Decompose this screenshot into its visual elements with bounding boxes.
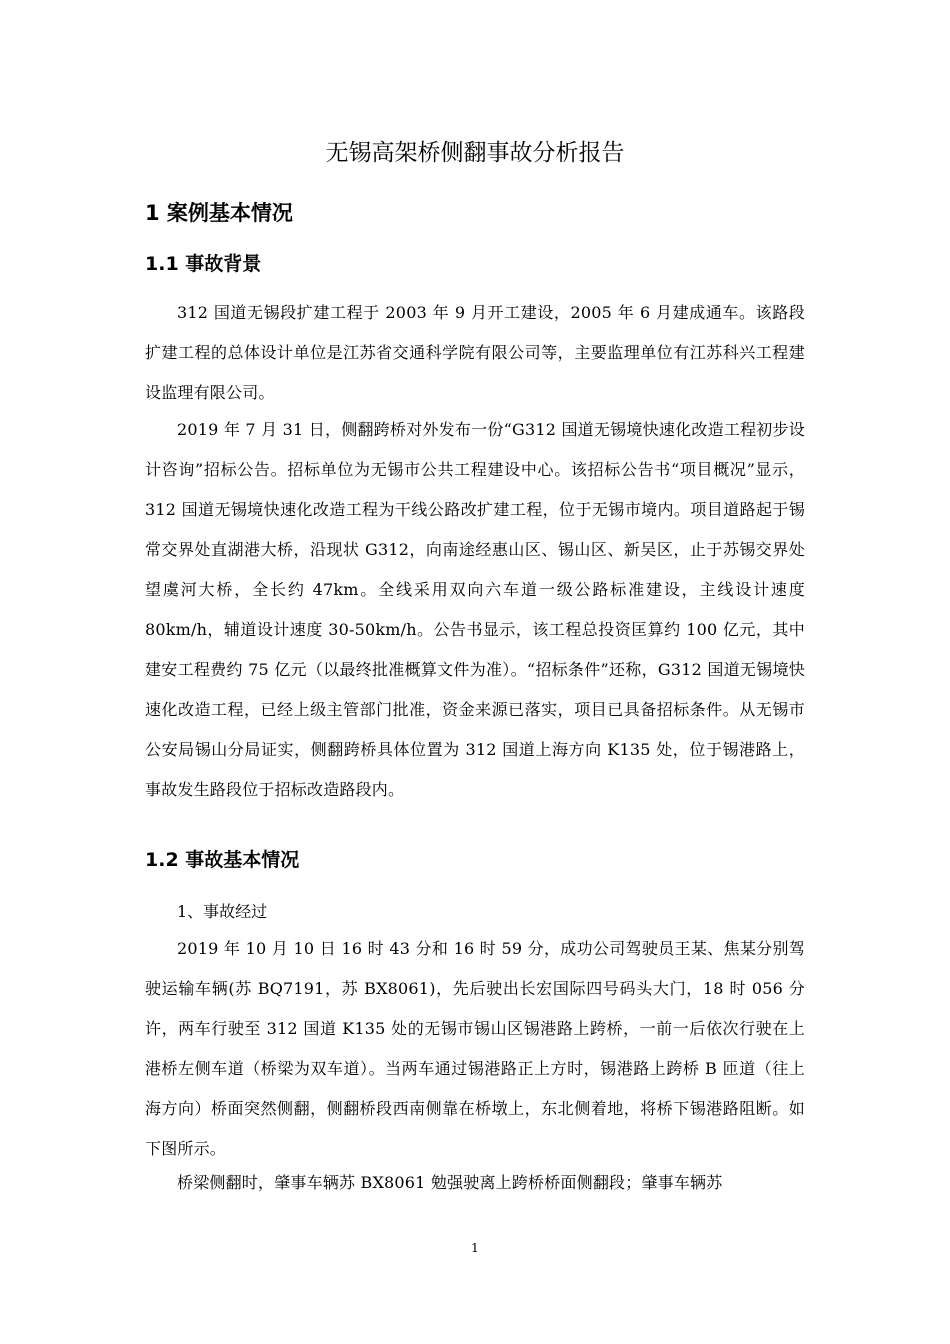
paragraph-background-2: 2019 年 7 月 31 日，侧翻跨桥对外发布一份“G312 国道无锡境快速化改造工程初步设计咨询”招标公告。招标单位为无锡市公共工程建设中心。该招标公告书“项目概况”显示，312 国道无锡境快速化改造工程为干线公路改扩建工程，位于无锡市境内。项目道路起于锡常交界处直湖港大桥，沿现状 G312，向南途经惠山区、锡山区、新吴区，止于苏锡交界处望虞河大桥，全长约 47km。全线采用双向六车道一级公路标准建设，主线设计速度 80km/h，辅道设计速度 30-50km/h。公告书显示，该工程总投资匡算约 100 亿元，其中建安工程费约 75 亿元（以最终批准概算文件为准）。“招标条件”还称，G312 国道无锡境快速化改造工程，已经上级主管部门批准，资金来源已落实，项目已具备招标条件。从无锡市公安局锡山分局证实，侧翻跨桥具体位置为 312 国道上海方向 K135 处，位于锡港路上，事故发生路段位于招标改造路段内。: [145, 420, 805, 799]
page-number: 1: [471, 1241, 479, 1255]
subsection-heading-1-1: 1.1 事故背景: [145, 253, 262, 275]
list-item-label: 1、事故经过: [177, 902, 268, 921]
document-title: 无锡高架桥侧翻事故分析报告: [325, 140, 625, 166]
paragraph-background-1: 312 国道无锡段扩建工程于 2003 年 9 月开工建设，2005 年 6 月建成通车。该路段扩建工程的总体设计单位是江苏省交通科学院有限公司等，主要监理单位有江苏科兴工程建设监理有限公司。: [145, 303, 805, 402]
section-heading-1: 1 案例基本情况: [145, 201, 293, 225]
subsection-heading-1-2: 1.2 事故基本情况: [145, 849, 300, 871]
paragraph-incident-2: 桥梁侧翻时，肇事车辆苏 BX8061 勉强驶离上跨桥桥面侧翻段；肇事车辆苏: [177, 1173, 723, 1192]
paragraph-incident-1: 2019 年 10 月 10 日 16 时 43 分和 16 时 59 分，成功公司驾驶员王某、焦某分别驾驶运输车辆(苏 BQ7191，苏 BX8061)，先后驶出长宏国际四号码头大门，18 时 056 分许，两车行驶至 312 国道 K135 处的无锡市锡山区锡港路上跨桥，一前一后依次行驶在上港桥左侧车道（桥梁为双车道）。当两车通过锡港路正上方时，锡港路上跨桥 B 匝道（往上海方向）桥面突然侧翻，侧翻桥段西南侧靠在桥墩上，东北侧着地，将桥下锡港路阻断。如下图所示。: [145, 939, 805, 1158]
